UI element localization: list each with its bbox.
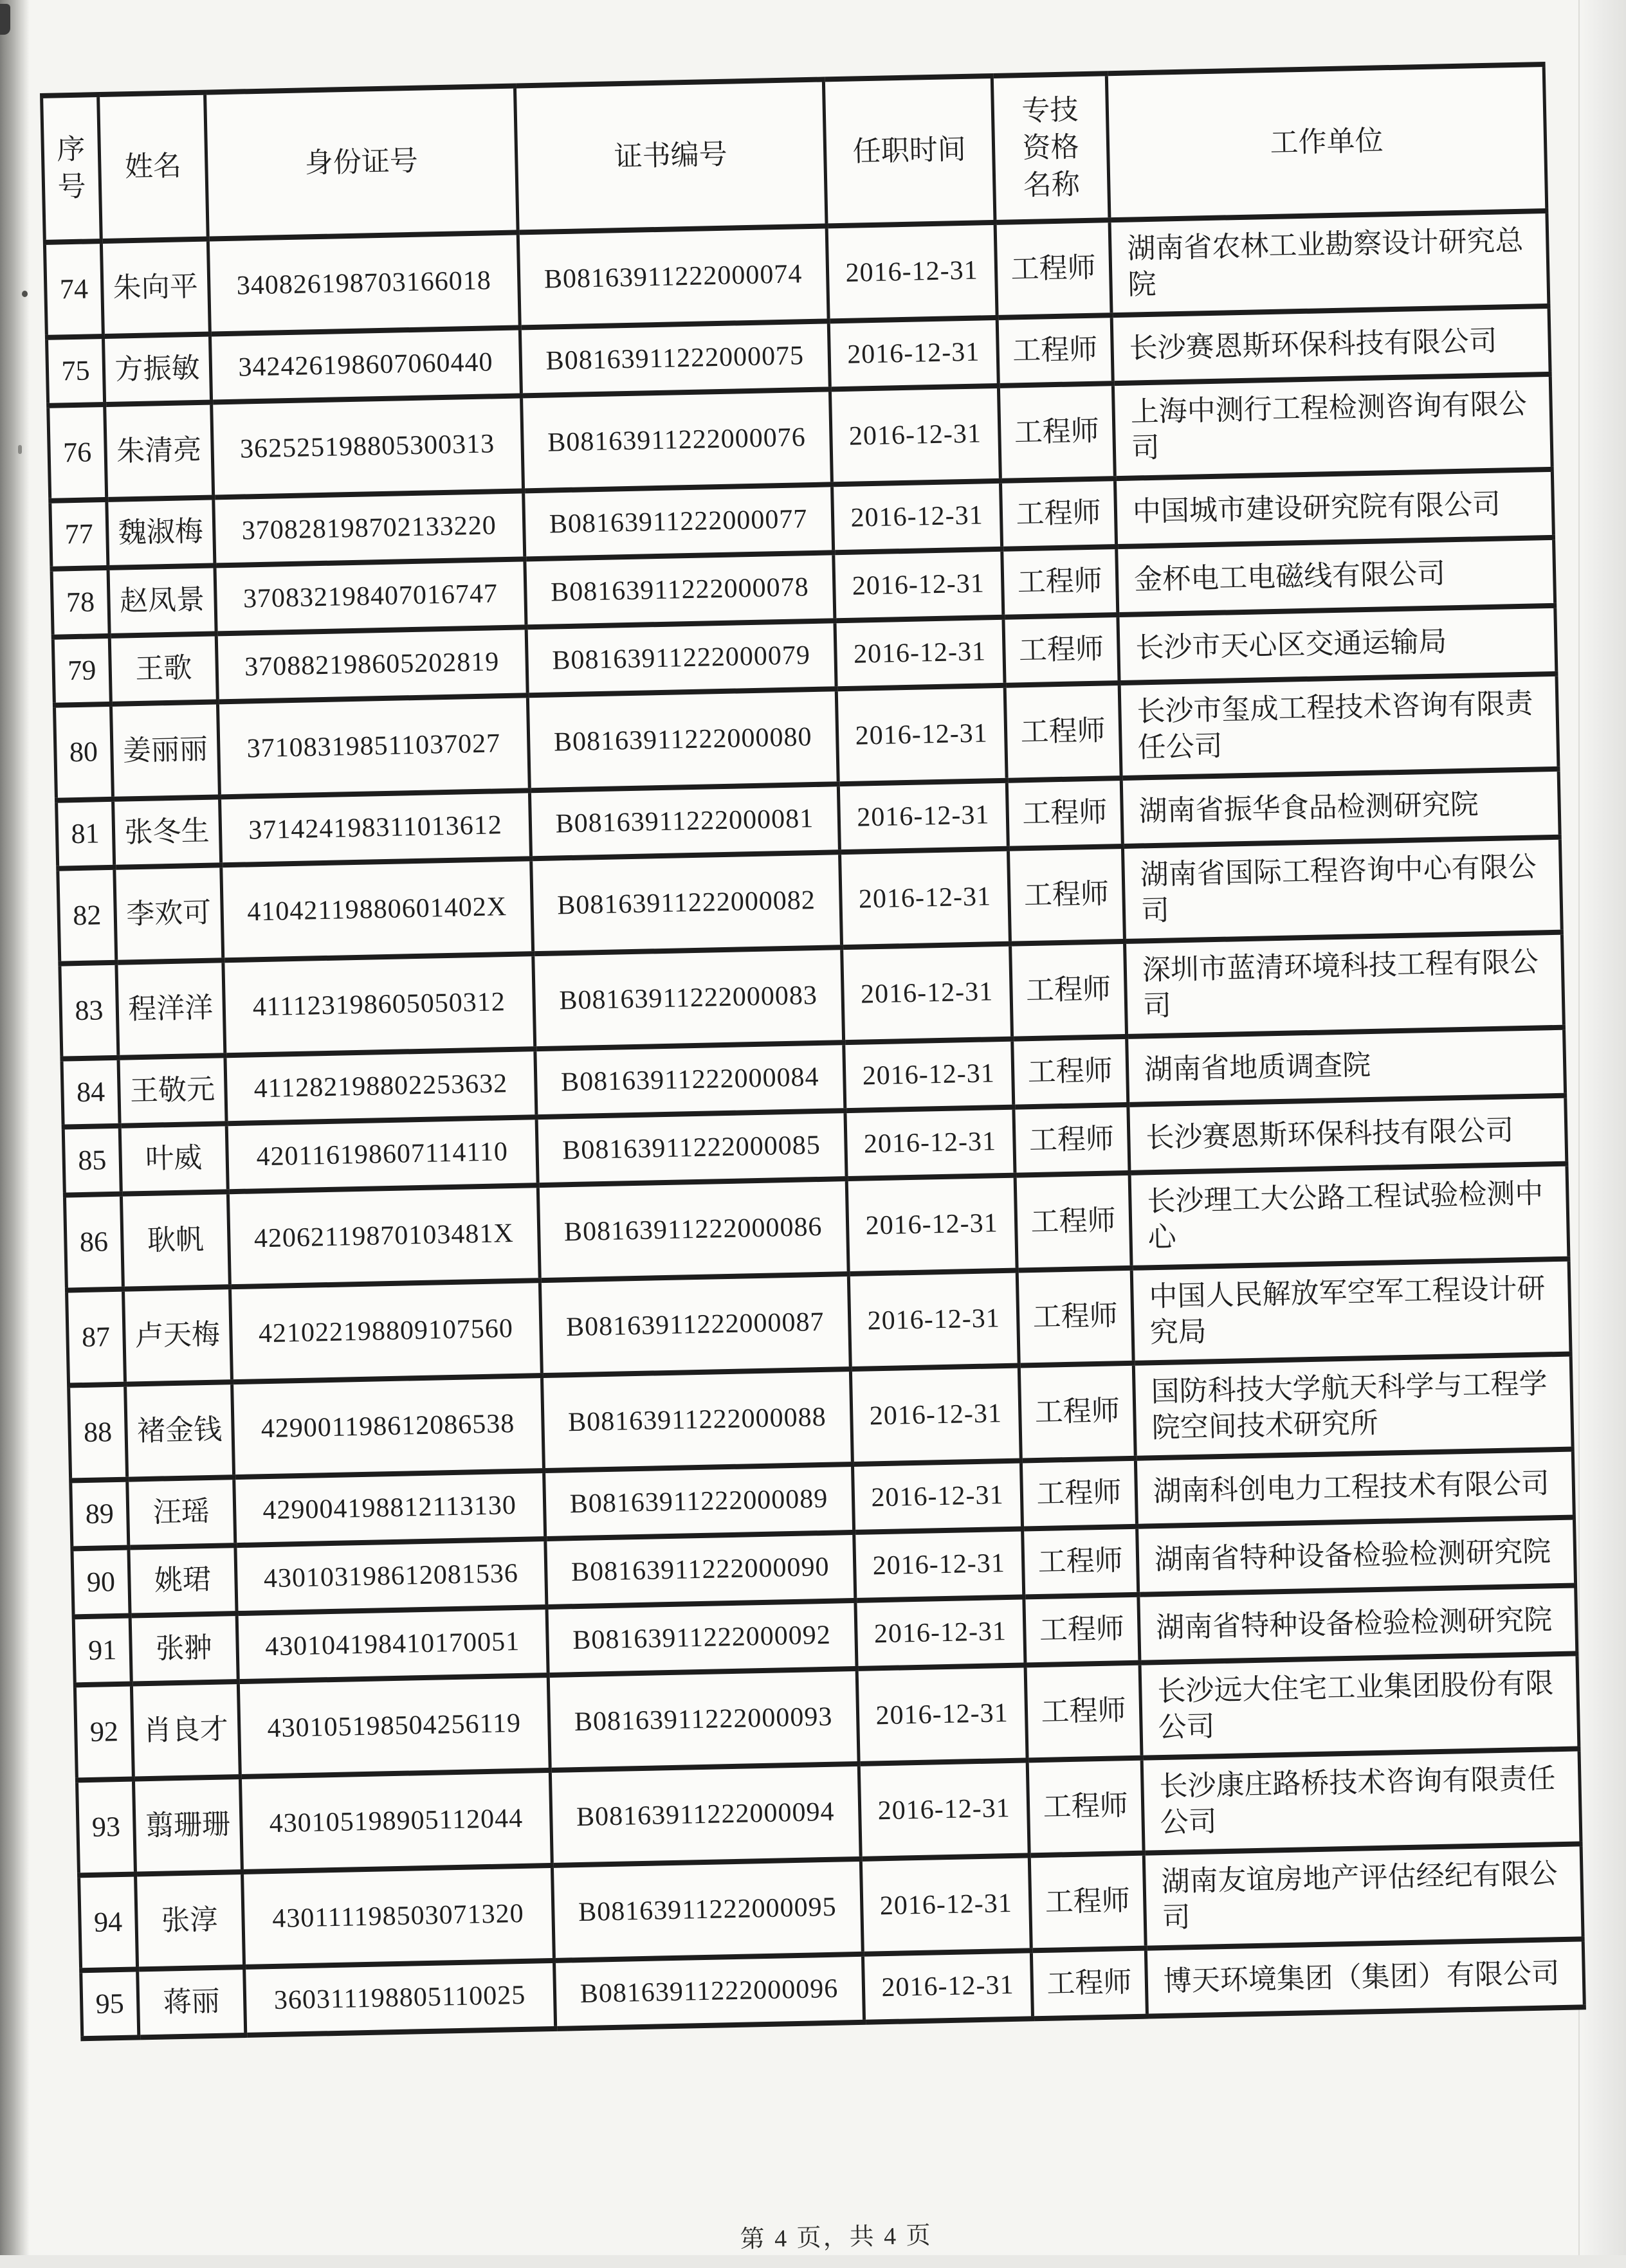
certificate-number-cell: B08163911222000094 — [550, 1764, 861, 1865]
id-number-cell: 430104198410170051 — [237, 1607, 548, 1682]
certificate-number-cell: B08163911222000083 — [533, 947, 844, 1049]
name-cell: 魏淑梅 — [107, 497, 215, 567]
certificate-number-cell: B08163911222000082 — [531, 852, 842, 954]
id-number-cell: 421022198809107560 — [230, 1280, 542, 1382]
appointment-date-cell: 2016-12-31 — [861, 1855, 1031, 1954]
name-cell: 王敬元 — [118, 1055, 226, 1125]
name-cell: 褚金钱 — [125, 1382, 234, 1479]
employer-cell: 湖南省地质调查院 — [1127, 1028, 1566, 1105]
qualification-cell: 工程师 — [1012, 1037, 1128, 1107]
employer-cell: 金杯电工电磁线有限公司 — [1117, 538, 1555, 615]
certificate-number-cell: B08163911222000085 — [536, 1111, 846, 1185]
name-cell: 赵凤景 — [108, 565, 216, 635]
certificate-number-cell: B08163911222000084 — [535, 1042, 845, 1117]
id-number-cell: 430103198612081536 — [235, 1539, 547, 1613]
employer-cell: 长沙赛恩斯环保科技有限公司 — [1128, 1096, 1567, 1173]
appointment-date-cell: 2016-12-31 — [852, 1461, 1022, 1532]
serial-cell: 83 — [60, 963, 118, 1059]
qualification-cell: 工程师 — [1031, 1948, 1147, 2019]
name-cell: 叶威 — [120, 1123, 228, 1193]
appointment-date-cell: 2016-12-31 — [863, 1950, 1032, 2022]
appointment-date-cell: 2016-12-31 — [842, 944, 1012, 1042]
appointment-date-cell: 2016-12-31 — [857, 1665, 1027, 1763]
certificate-number-cell: B08163911222000076 — [522, 389, 832, 491]
certificate-number-cell: B08163911222000095 — [552, 1859, 863, 1961]
name-cell: 朱向平 — [101, 239, 210, 336]
appointment-date-cell: 2016-12-31 — [827, 222, 997, 321]
name-cell: 姜丽丽 — [111, 702, 219, 799]
appointment-date-cell: 2016-12-31 — [855, 1597, 1025, 1668]
certificate-number-cell: B08163911222000080 — [527, 689, 838, 790]
appointment-date-cell: 2016-12-31 — [834, 549, 1003, 621]
qualification-cell: 工程师 — [1019, 1363, 1135, 1461]
serial-cell: 87 — [66, 1289, 125, 1386]
name-cell: 方振敏 — [103, 334, 211, 404]
page-number-footer: 第 4 页，共 4 页 — [740, 2222, 933, 2253]
name-cell: 耿帆 — [121, 1192, 230, 1289]
name-cell: 张翀 — [130, 1613, 238, 1683]
id-number-cell: 429004198812113130 — [234, 1471, 545, 1545]
serial-cell: 89 — [71, 1480, 129, 1549]
appointment-date-cell: 2016-12-31 — [854, 1529, 1024, 1600]
certificate-number-cell: B08163911222000077 — [524, 484, 834, 559]
employer-cell: 中国人民解放军空军工程设计研究局 — [1131, 1259, 1571, 1363]
employer-cell: 博天环境集团（集团）有限公司 — [1146, 1939, 1584, 2016]
qualification-cell: 工程师 — [1003, 615, 1119, 685]
id-number-cell: 362525198805300313 — [212, 395, 524, 497]
certificate-number-cell: B08163911222000074 — [518, 226, 828, 327]
name-cell: 翦珊珊 — [133, 1777, 242, 1874]
id-number-cell: 42062119870103481X — [228, 1185, 540, 1287]
id-number-cell: 411123198605050312 — [223, 954, 535, 1055]
employer-cell: 长沙远大住宅工业集团股份有限公司 — [1140, 1653, 1579, 1757]
certificate-number-cell: B08163911222000093 — [548, 1669, 859, 1770]
name-cell: 张淳 — [136, 1872, 244, 1969]
employer-cell: 湖南友谊房地产评估经纪有限公司 — [1144, 1844, 1583, 1948]
header-employer: 工作单位 — [1106, 64, 1547, 220]
employer-cell: 长沙赛恩斯环保科技有限公司 — [1111, 306, 1550, 383]
serial-cell: 78 — [51, 568, 109, 637]
certificate-number-cell: B08163911222000079 — [526, 621, 836, 695]
id-number-cell: 360311198805110025 — [244, 1961, 556, 2035]
employer-cell: 长沙市玺成工程技术咨询有限责任公司 — [1119, 674, 1558, 778]
scan-skew-wrapper — [40, 62, 1587, 2268]
id-number-cell: 340826198703166018 — [208, 232, 520, 334]
serial-cell: 76 — [48, 404, 107, 501]
appointment-date-cell: 2016-12-31 — [832, 481, 1002, 552]
header-serial: 序号 — [42, 95, 102, 242]
serial-cell: 77 — [50, 500, 108, 569]
id-number-cell: 430105198504256119 — [238, 1675, 550, 1777]
qualification-cell: 工程师 — [1023, 1527, 1138, 1597]
id-number-cell: 420116198607114110 — [226, 1117, 538, 1192]
id-number-cell: 411282198802253632 — [225, 1049, 536, 1123]
employer-cell: 湖南省特种设备检验检测研究院 — [1137, 1518, 1576, 1595]
qualification-cell: 工程师 — [1021, 1458, 1137, 1529]
employer-cell: 国防科技大学航天科学与工程学院空间技术研究所 — [1133, 1354, 1573, 1458]
qualification-cell: 工程师 — [1002, 547, 1118, 617]
header-name: 姓名 — [98, 93, 208, 241]
appointment-date-cell: 2016-12-31 — [838, 781, 1008, 852]
id-number-cell: 41042119880601402X — [221, 858, 533, 960]
serial-cell: 90 — [72, 1548, 130, 1617]
employer-cell: 长沙康庄路桥技术咨询有限责任公司 — [1142, 1748, 1581, 1853]
appointment-date-cell: 2016-12-31 — [848, 1271, 1019, 1369]
certificate-number-cell: B08163911222000089 — [544, 1464, 854, 1539]
name-cell: 李欢可 — [114, 865, 223, 962]
name-cell: 张冬生 — [113, 797, 221, 867]
qualification-cell: 工程师 — [1017, 1268, 1133, 1366]
qualification-cell: 工程师 — [1025, 1663, 1142, 1761]
certificate-number-cell: B08163911222000081 — [529, 784, 839, 858]
header-appointment-date: 任职时间 — [823, 76, 995, 226]
qualification-cell: 工程师 — [1027, 1758, 1144, 1856]
employer-cell: 长沙理工大公路工程试验检测中心 — [1129, 1164, 1569, 1268]
employer-cell: 湖南省国际工程咨询中心有限公司 — [1122, 837, 1562, 941]
employer-cell: 湖南科创电力工程技术有限公司 — [1135, 1449, 1574, 1527]
appointment-date-cell: 2016-12-31 — [836, 685, 1007, 784]
qualification-cell: 工程师 — [1007, 778, 1122, 849]
appointment-date-cell: 2016-12-31 — [846, 1175, 1017, 1274]
employer-cell: 长沙市天心区交通运输局 — [1118, 606, 1557, 683]
id-number-cell: 371424198311013612 — [219, 790, 531, 865]
serial-cell: 86 — [64, 1194, 123, 1291]
employer-cell: 中国城市建设研究院有限公司 — [1115, 469, 1553, 547]
table-body — [44, 211, 1584, 2038]
serial-cell: 84 — [62, 1058, 120, 1127]
certificate-number-cell: B08163911222000090 — [545, 1532, 855, 1607]
header-id-number: 身份证号 — [205, 86, 518, 239]
id-number-cell: 430111198503071320 — [242, 1865, 554, 1967]
appointment-date-cell: 2016-12-31 — [839, 849, 1010, 947]
scan-speck-artifact — [18, 445, 22, 454]
qualification-cell: 工程师 — [998, 383, 1115, 481]
certificate-number-cell: B08163911222000078 — [525, 552, 835, 627]
employer-cell: 湖南省特种设备检验检测研究院 — [1138, 1586, 1577, 1663]
name-cell: 姚珺 — [129, 1545, 237, 1615]
certificate-number-cell: B08163911222000088 — [542, 1369, 852, 1471]
scan-corner-artifact — [0, 4, 10, 35]
id-number-cell: 371083198511037027 — [217, 695, 529, 797]
name-cell: 程洋洋 — [116, 960, 225, 1057]
scan-right-edge-shadow — [1578, 0, 1626, 2255]
header-qualification: 专技资格名称 — [992, 73, 1110, 222]
serial-cell: 88 — [69, 1384, 127, 1481]
appointment-date-cell: 2016-12-31 — [830, 386, 1000, 484]
name-cell: 蒋丽 — [138, 1967, 246, 2037]
qualification-cell: 工程师 — [1008, 846, 1124, 944]
serial-cell: 81 — [57, 799, 114, 869]
certificate-number-cell: B08163911222000075 — [520, 321, 830, 395]
id-number-cell: 430105198905112044 — [240, 1770, 552, 1872]
engineer-roster-table — [40, 62, 1586, 2041]
certificate-number-cell: B08163911222000086 — [538, 1179, 848, 1280]
qualification-cell: 工程师 — [1000, 478, 1116, 549]
qualification-cell: 工程师 — [1005, 683, 1121, 781]
serial-cell: 74 — [44, 241, 103, 338]
name-cell: 王歌 — [109, 633, 217, 703]
employer-cell: 湖南省振华食品检测研究院 — [1121, 769, 1560, 846]
appointment-date-cell: 2016-12-31 — [850, 1366, 1021, 1464]
serial-cell: 94 — [79, 1874, 138, 1970]
serial-cell: 79 — [53, 636, 111, 705]
serial-cell: 75 — [46, 336, 104, 406]
name-cell: 朱清亮 — [105, 403, 214, 500]
header-certificate-number: 证书编号 — [515, 79, 827, 232]
certificate-number-cell: B08163911222000087 — [540, 1274, 850, 1375]
qualification-cell: 工程师 — [997, 315, 1113, 386]
scan-left-edge-shadow — [0, 0, 30, 2255]
qualification-cell: 工程师 — [1010, 941, 1127, 1039]
appointment-date-cell: 2016-12-31 — [828, 318, 998, 389]
qualification-cell: 工程师 — [1014, 1105, 1129, 1175]
serial-cell: 80 — [54, 704, 113, 801]
serial-cell: 85 — [63, 1126, 121, 1195]
name-cell: 汪瑶 — [127, 1477, 235, 1547]
employer-cell: 深圳市蓝清环境科技工程有限公司 — [1124, 932, 1564, 1037]
qualification-cell: 工程师 — [1024, 1595, 1140, 1665]
serial-cell: 93 — [77, 1779, 135, 1876]
appointment-date-cell: 2016-12-31 — [859, 1760, 1029, 1858]
appointment-date-cell: 2016-12-31 — [835, 617, 1005, 689]
id-number-cell: 370828198702133220 — [214, 491, 525, 565]
employer-cell: 湖南省农林工业勘察设计研究总院 — [1110, 211, 1549, 315]
serial-cell: 91 — [73, 1616, 131, 1685]
scan-speck-artifact — [22, 291, 28, 297]
name-cell: 卢天梅 — [123, 1287, 232, 1384]
name-cell: 肖良才 — [131, 1682, 240, 1779]
qualification-cell: 工程师 — [1015, 1173, 1131, 1271]
certificate-number-cell: B08163911222000096 — [554, 1954, 864, 2029]
id-number-cell: 370882198605202819 — [216, 627, 527, 702]
id-number-cell: 370832198407016747 — [215, 559, 526, 633]
certificate-number-cell: B08163911222000092 — [547, 1601, 857, 1675]
qualification-cell: 工程师 — [1029, 1853, 1146, 1951]
serial-cell: 82 — [58, 867, 116, 964]
serial-cell: 95 — [81, 1969, 139, 2038]
appointment-date-cell: 2016-12-31 — [845, 1107, 1015, 1179]
serial-cell: 92 — [75, 1684, 133, 1781]
employer-cell: 上海中测行工程检测咨询有限公司 — [1113, 374, 1552, 478]
id-number-cell: 342426198607060440 — [210, 327, 521, 402]
id-number-cell: 429001198612086538 — [232, 1375, 544, 1477]
qualification-cell: 工程师 — [995, 220, 1111, 318]
appointment-date-cell: 2016-12-31 — [844, 1039, 1014, 1111]
